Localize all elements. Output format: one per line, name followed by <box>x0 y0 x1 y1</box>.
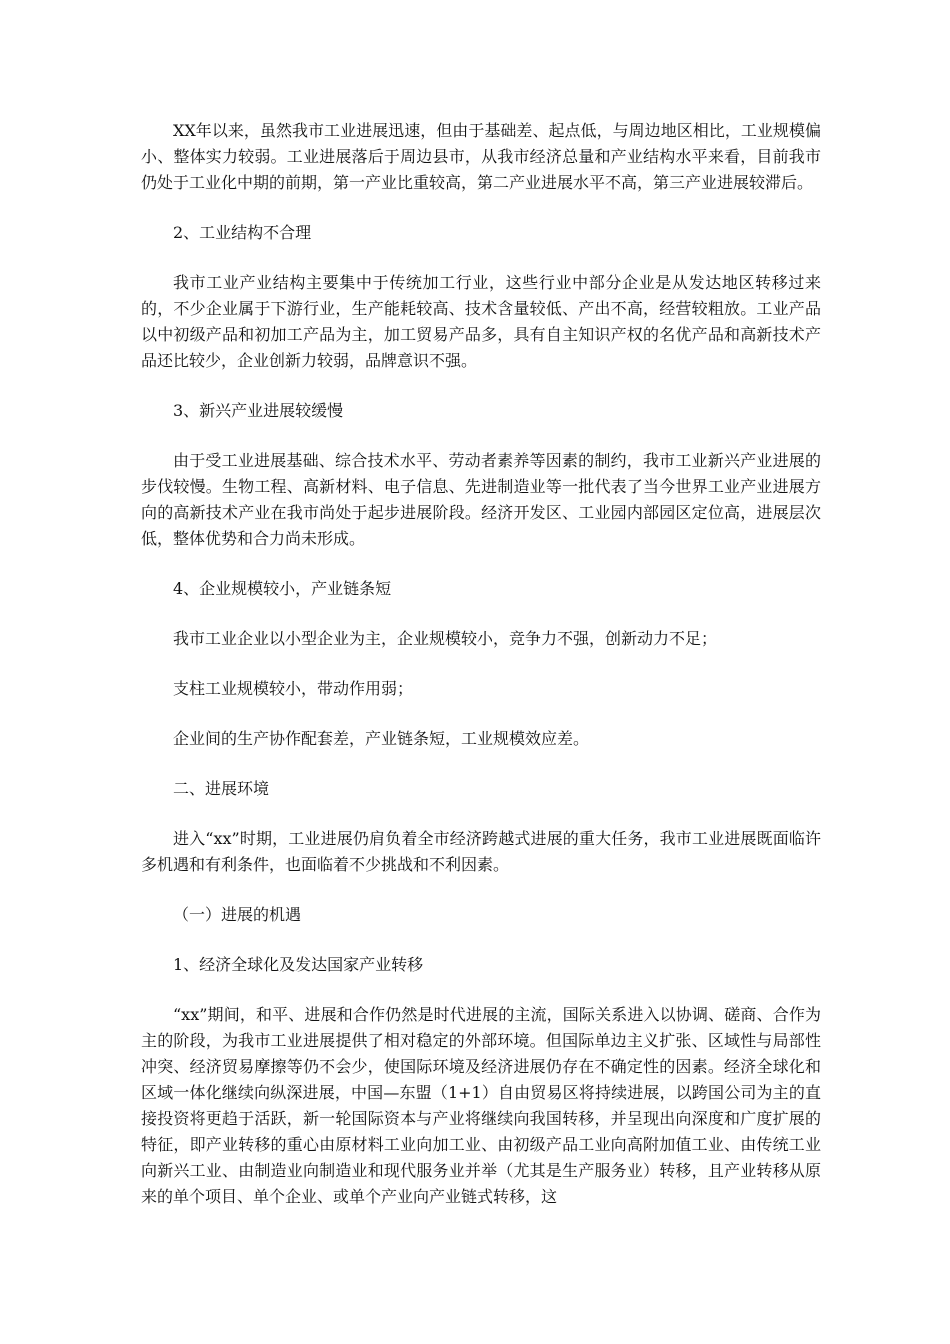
section-heading-structure: 2、工业结构不合理 <box>173 223 312 242</box>
paragraph-environment: 进入“xx”时期，工业进展仍肩负着全市经济跨越式进展的重大任务，我市工业进展既面临许多机遇和有利条件，也面临着不少挑战和不利因素。 <box>141 829 821 874</box>
paragraph-scale-3: 企业间的生产协作配套差，产业链条短，工业规模效应差。 <box>173 729 590 748</box>
paragraph-industry-overview: XX年以来，虽然我市工业进展迅速，但由于基础差、起点低，与周边地区相比，工业规模偏小、整体实力较弱。工业进展落后于周边县市，从我市经济总量和产业结构水平来看，目前我市仍处于工业化中期的前期，第一产业比重较高，第二产业进展水平不高，第三产业进展较滞后。 <box>141 121 821 192</box>
section-heading-globalization: 1、经济全球化及发达国家产业转移 <box>173 955 424 974</box>
section-heading-scale: 4、企业规模较小，产业链条短 <box>173 579 392 598</box>
section-heading-opportunities: （一）进展的机遇 <box>173 905 302 924</box>
section-heading-environment: 二、进展环境 <box>173 779 270 798</box>
paragraph-globalization: “xx”期间，和平、进展和合作仍然是时代进展的主流，国际关系进入以协调、磋商、合作为主的阶段，为我市工业进展提供了相对稳定的外部环境。但国际单边主义扩张、区域性与局部性冲突、经济贸易摩擦等仍不会少，使国际环境及经济进展仍存在不确定性的因素。经济全球化和区域一体化继续向纵深进展，中国—东盟（1+1）自由贸易区将持续进展，以跨国公司为主的直接投资将更趋于活跃，新一轮国际资本与产业将继续向我国转移，并呈现出向深度和广度扩展的特征，即产业转移的重心由原材料工业向加工业、由初级产品工业向高附加值工业、由传统工业向新兴工业、由制造业向制造业和现代服务业并举（尤其是生产服务业）转移，且产业转移从原来的单个项目、单个企业、或单个产业向产业链式转移，这 <box>141 1005 821 1206</box>
paragraph-scale-1: 我市工业企业以小型企业为主，企业规模较小，竞争力不强，创新动力不足； <box>173 629 718 648</box>
paragraph-scale-2: 支柱工业规模较小，带动作用弱； <box>173 679 414 698</box>
document-body <box>141 118 821 1210</box>
paragraph-emerging: 由于受工业进展基础、综合技术水平、劳动者素养等因素的制约，我市工业新兴产业进展的步伐较慢。生物工程、高新材料、电子信息、先进制造业等一批代表了当今世界工业产业进展方向的高新技术产业在我市尚处于起步进展阶段。经济开发区、工业园内部园区定位高，进展层次低，整体优势和合力尚未形成。 <box>141 451 821 548</box>
paragraph-structure: 我市工业产业结构主要集中于传统加工行业，这些行业中部分企业是从发达地区转移过来的，不少企业属于下游行业，生产能耗较高、技术含量较低、产出不高，经营较粗放。工业产品以中初级产品和初加工产品为主，加工贸易产品多，具有自主知识产权的名优产品和高新技术产品还比较少，企业创新力较弱，品牌意识不强。 <box>141 273 821 370</box>
section-heading-emerging: 3、新兴产业进展较缓慢 <box>173 401 344 420</box>
